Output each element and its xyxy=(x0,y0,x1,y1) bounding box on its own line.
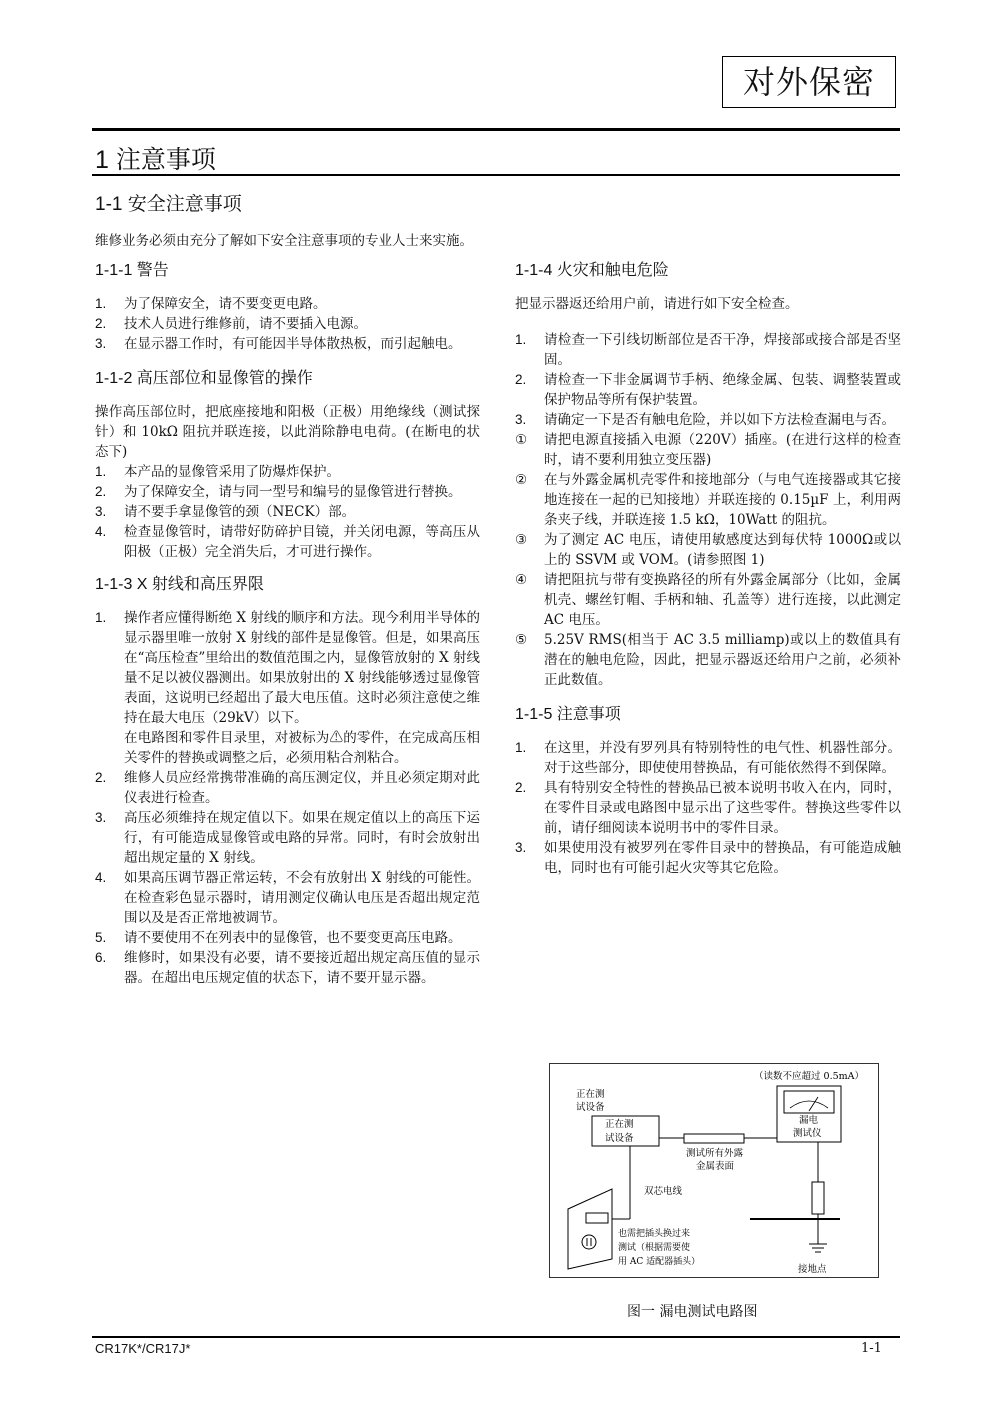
item-text: 为了测定 AC 电压，请使用敏感度达到每伏特 1000Ω或以上的 SSVM 或 VOM。(请参照图 1) xyxy=(544,532,901,568)
plug-note-2: 测试（根据需要使 xyxy=(618,1243,691,1253)
device-outer-label-2: 试设备 xyxy=(576,1102,605,1113)
footer-rule xyxy=(92,1336,900,1338)
meter-label-2: 测试仪 xyxy=(793,1128,822,1139)
wall-outlet xyxy=(568,1189,612,1269)
reading-note: （读数不应超过 0.5mA） xyxy=(754,1071,864,1082)
leakage-test-figure xyxy=(549,1063,879,1278)
item-text: 维修人员应经常携带准确的高压测定仪，并且必须定期对此仪表进行检查。 xyxy=(124,770,480,806)
metal-label-2: 金属表面 xyxy=(696,1161,735,1172)
device-inner-label: 正在测 xyxy=(605,1119,634,1130)
list-item xyxy=(95,608,480,768)
item-number: 3. xyxy=(95,810,107,825)
metal-surface-bar xyxy=(684,1134,744,1143)
item-number: 3. xyxy=(515,412,527,427)
list-item xyxy=(515,470,901,530)
item-number: 6. xyxy=(95,950,107,965)
item-text: 具有特别安全特性的替换品已被本说明书收入在内，同时，在零件目录或电路图中显示出了这些零件。替换这些零件以前，请仔细阅读本说明书中的零件目录。 xyxy=(544,780,901,836)
item-number: 1. xyxy=(95,610,107,625)
fire-paragraph: 把显示器返还给用户前，请进行如下安全检查。 xyxy=(515,296,799,312)
item-number: 1. xyxy=(95,296,107,311)
item-text: 请把阻抗与带有变换路径的所有外露金属部分（比如，金属机壳、螺丝钉帽、手柄和轴、孔盖等）进行连接，以此测定 AC 电压。 xyxy=(544,572,901,628)
item-text: 为了保障安全，请不要变更电路。 xyxy=(124,296,327,312)
list-item xyxy=(95,948,480,988)
list-item xyxy=(95,294,480,314)
item-text: 技术人员进行维修前，请不要插入电源。 xyxy=(124,316,367,332)
item-number: 1. xyxy=(515,740,527,755)
item-text: 请把电源直接插入电源（220V）插座。(在进行这样的检查时，请不要利用独立变压器) xyxy=(544,432,901,468)
item-number: 3. xyxy=(515,840,527,855)
item-number: 2. xyxy=(515,780,527,795)
list-item xyxy=(515,430,901,470)
list-item xyxy=(515,778,901,838)
ground-label: 接地点 xyxy=(798,1264,827,1275)
subsection-title-1-1-1: 1-1-1 警告 xyxy=(95,262,169,279)
item-number: 2. xyxy=(515,372,527,387)
item-text: 为了保障安全，请与同一型号和编号的显像管进行替换。 xyxy=(124,484,462,500)
item-text: 如果使用没有被罗列在零件目录中的替换品，有可能造成触电，同时也有可能引起火灾等其它危险。 xyxy=(544,840,901,876)
xray-list xyxy=(95,608,480,988)
figure-caption: 图一 漏电测试电路图 xyxy=(627,1304,758,1320)
list-item xyxy=(515,838,901,878)
item-text: 高压必须维持在规定值以下。如果在规定值以上的高压下运行，有可能造成显像管或电路的异常。同时，有时会放射出超出规定量的 X 射线。 xyxy=(124,810,480,866)
item-text: 在与外露金属机壳零件和接地部分（与电气连接器或其它接地连接在一起的已知接地）并联连接的 0.15µF 上，利用两条夹子线，并联连接 1.5 kΩ，10Watt 的阻抗。 xyxy=(544,472,901,528)
item-text: 维修时，如果没有必要，请不要接近超出规定高压值的显示器。在超出电压规定值的状态下，请不要开显示器。 xyxy=(124,950,480,986)
list-item xyxy=(95,462,480,482)
item-number: 3. xyxy=(95,504,107,519)
subsection-title-1-1-4: 1-1-4 火灾和触电危险 xyxy=(515,262,669,279)
item-number: 2. xyxy=(95,484,107,499)
chapter-title: 1 注意事项 xyxy=(95,146,216,174)
item-text: 5.25V RMS(相当于 AC 3.5 milliamp)或以上的数值具有潜在的触电危险，因此，把显示器返还给用户之前，必须补正此数值。 xyxy=(544,632,901,688)
item-text: 在显示器工作时，有可能因半导体散热板，而引起触电。 xyxy=(124,336,462,352)
item-number: 4. xyxy=(95,870,107,885)
item-text: 如果高压调节器正常运转，不会有放射出 X 射线的可能性。在检查彩色显示器时，请用测定仪确认电压是否超出规定范围以及是否正常地被调节。 xyxy=(124,870,480,926)
item-text: 请不要手拿显像管的颈（NECK）部。 xyxy=(124,504,356,520)
section-title: 1-1 安全注意事项 xyxy=(95,194,242,215)
item-number: 3. xyxy=(95,336,107,351)
meter-dial xyxy=(784,1091,834,1113)
circuit-diagram xyxy=(550,1064,880,1279)
list-item xyxy=(95,522,480,562)
item-text: 操作者应懂得断绝 X 射线的顺序和方法。现今利用半导体的显示器里唯一放射 X 射线的部件是显像管。但是，如果高压在“高压检查”里给出的数值范围之内，显像管放射的 X 射线量不足以被仪器测出。如果放射出的 X 射线能够透过显像管表面，这说明已经超出了最大电压值。这时必须注意使之维持在最大电压（29kV）以下。 xyxy=(124,610,480,726)
left-column xyxy=(95,260,480,988)
list-item xyxy=(95,928,480,948)
item-text: 请不要使用不在列表中的显像管，也不要变更高压电路。 xyxy=(124,930,462,946)
subsection-title-1-1-5: 1-1-5 注意事项 xyxy=(515,706,621,723)
list-item xyxy=(95,502,480,522)
item-text: 本产品的显像管采用了防爆炸保护。 xyxy=(124,464,340,480)
device-outer-label: 正在测 xyxy=(576,1089,605,1100)
plug-note-3: 用 AC 适配器插头） xyxy=(618,1257,701,1267)
plug-note: 也需把插头换过来 xyxy=(618,1229,691,1239)
list-item xyxy=(515,530,901,570)
list-item xyxy=(95,482,480,502)
item-number: 4. xyxy=(95,524,107,539)
intro-text: 维修业务必须由充分了解如下安全注意事项的专业人士来实施。 xyxy=(95,233,473,249)
list-item xyxy=(95,808,480,868)
item-number: 1. xyxy=(95,464,107,479)
footer-page-number: 1-1 xyxy=(861,1341,882,1356)
warning-list xyxy=(95,294,480,354)
device-inner-label-2: 试设备 xyxy=(605,1133,634,1144)
hv-paragraph: 操作高压部位时，把底座接地和阳极（正极）用绝缘线（测试探针）和 10kΩ 阻抗并联连接，以此消除静电电荷。(在断电的状态下) xyxy=(95,404,480,460)
list-item xyxy=(95,314,480,334)
top-rule xyxy=(92,128,900,131)
item-number: ① xyxy=(515,432,528,448)
list-item xyxy=(95,334,480,354)
list-item xyxy=(515,570,901,630)
item-text: 请检查一下非金属调节手柄、绝缘金属、包装、调整装置或保护物品等所有保护装置。 xyxy=(544,372,901,408)
crt-list xyxy=(95,462,480,562)
item-number: ④ xyxy=(515,572,528,588)
outlet-socket-icon xyxy=(582,1235,596,1249)
list-item xyxy=(515,330,901,370)
plug xyxy=(586,1213,608,1223)
title-rule xyxy=(92,174,900,176)
subsection-title-1-1-3: 1-1-3 X 射线和高压界限 xyxy=(95,576,264,593)
item-text: 请确定一下是否有触电危险，并以如下方法检查漏电与否。 xyxy=(544,412,895,428)
item-number: ⑤ xyxy=(515,632,528,648)
item-text: 检查显像管时，请带好防碎护目镜，并关闭电源，等高压从阳极（正极）完全消失后，才可进行操作。 xyxy=(124,524,480,560)
list-item xyxy=(95,868,480,928)
list-item xyxy=(515,370,901,410)
list-item xyxy=(95,768,480,808)
metal-label: 测试所有外露 xyxy=(686,1148,744,1159)
list-item xyxy=(515,630,901,690)
item-number: 5. xyxy=(95,930,107,945)
item-text-extra: 在电路图和零件目录里，对被标为⚠的零件，在完成高压相关零件的替换或调整之后，必须用粘合剂粘合。 xyxy=(124,730,480,766)
confidential-stamp: 对外保密 xyxy=(722,56,896,108)
cable-label: 双芯电线 xyxy=(644,1186,683,1197)
fire-check-list xyxy=(515,330,901,690)
item-number: ② xyxy=(515,472,528,488)
right-column xyxy=(515,260,901,878)
meter-label: 漏电 xyxy=(799,1115,819,1126)
item-number: 1. xyxy=(515,332,527,347)
list-item xyxy=(515,410,901,430)
notice-list xyxy=(515,738,901,878)
item-number: 2. xyxy=(95,770,107,785)
resistor xyxy=(812,1182,824,1214)
footer-model: CR17K*/CR17J* xyxy=(95,1341,191,1356)
list-item xyxy=(515,738,901,778)
item-number: ③ xyxy=(515,532,528,548)
item-text: 在这里，并没有罗列具有特别特性的电气性、机器性部分。对于这些部分，即使使用替换品，有可能依然得不到保障。 xyxy=(544,740,901,776)
subsection-title-1-1-2: 1-1-2 高压部位和显像管的操作 xyxy=(95,370,313,387)
item-text: 请检查一下引线切断部位是否干净，焊接部或接合部是否坚固。 xyxy=(544,332,901,368)
item-number: 2. xyxy=(95,316,107,331)
